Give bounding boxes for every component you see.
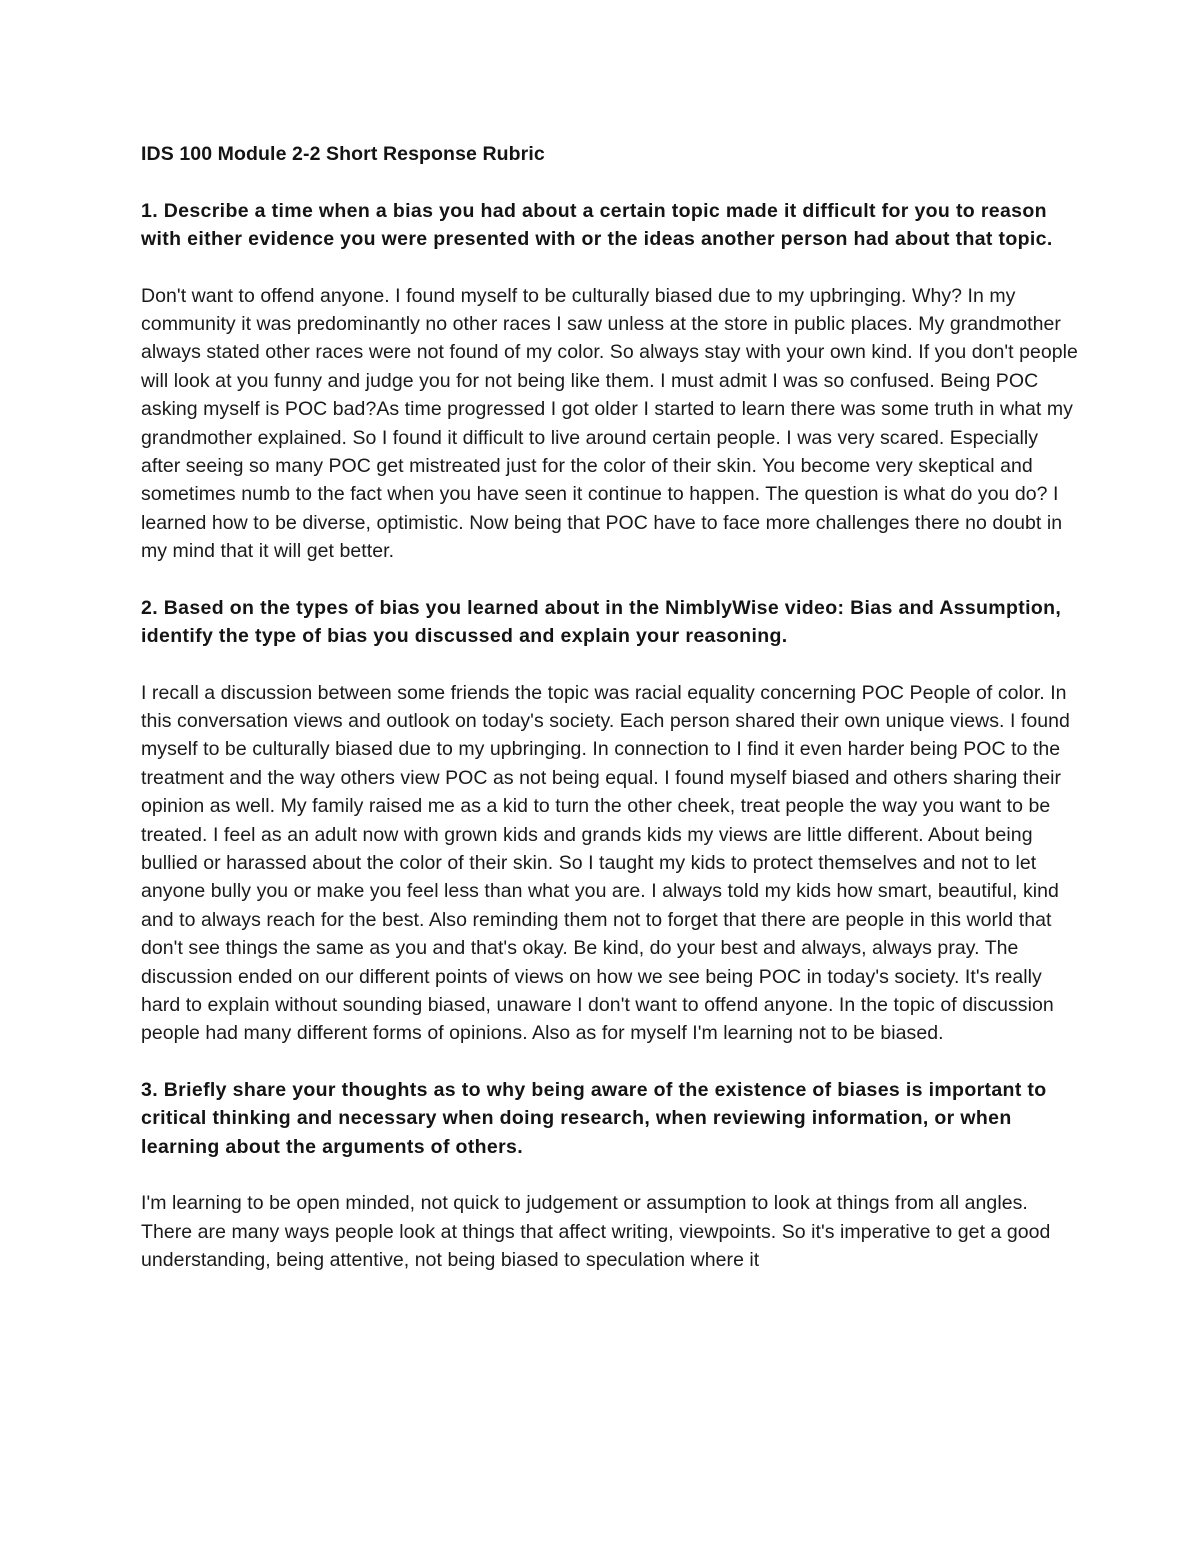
question-2-prompt: 2. Based on the types of bias you learned about in the NimblyWise video: Bias and Assumption, identify the type of bias you discussed and explain your reasoning.	[141, 596, 1062, 648]
spacer	[141, 169, 1081, 197]
question-2-answer: I recall a discussion between some friends the topic was racial equality concerning POC People of color. In this conversation views and outlook on today's society. Each person shared their own unique views. I found myself to be culturally biased due to my upbringing. In connection to I find it even harder being POC to the treatment and the way others view POC as not being equal. I found myself biased and others sharing their opinion as well. My family raised me as a kid to turn the other cheek, treat people the way you want to be treated. I feel as an adult now with grown kids and grands kids my views are little different. About being bullied or harassed about the color of their skin. So I taught my kids to protect themselves and not to let anyone bully you or make you feel less than what you are. I always told my kids how smart, beautiful, kind and to always reach for the best. Also reminding them not to forget that there are people in this world that don't see things the same as you and that's okay. Be kind, do your best and always, always pray. The discussion ended on our different points of views on how we see being POC in today's society. It's really hard to explain without sounding biased, unaware I don't want to offend anyone. In the topic of discussion people had many different forms of opinions. Also as for myself I'm learning not to be biased.	[141, 681, 1070, 1045]
question-3-prompt: 3. Briefly share your thoughts as to why being aware of the existence of biases is important to critical thinking and necessary when doing research, when reviewing information, or when learning about the arguments of others.	[141, 1078, 1047, 1158]
question-3-answer: I'm learning to be open minded, not quick to judgement or assumption to look at things from all angles. There are many ways people look at things that affect writing, viewpoints. So it's imperative to get a good understanding, being attentive, not being biased to speculation where it	[141, 1192, 1051, 1272]
question-1-prompt: 1. Describe a time when a bias you had about a certain topic made it difficult for you to reason with either evidence you were presented with or the ideas another person had about that topic.	[141, 199, 1053, 250]
document-body	[141, 140, 1081, 1275]
spacer	[141, 651, 1081, 679]
document-title: IDS 100 Module 2-2 Short Response Rubric	[141, 143, 545, 165]
spacer	[141, 1161, 1081, 1189]
question-1-answer: Don't want to offend anyone. I found myself to be culturally biased due to my upbringing. Why? In my community it was predominantly no other races I saw unless at the store in public places. My grandmother always stated other races were not found of my color. So always stay with your own kind. If you don't people will look at you funny and judge you for not being like them. I must admit I was so confused. Being POC asking myself is POC bad?As time progressed I got older I started to learn there was some truth in what my grandmother explained. So I found it difficult to live around certain people. I was very scared. Especially after seeing so many POC get mistreated just for the color of their skin. You become very skeptical and sometimes numb to the fact when you have seen it continue to happen. The question is what do you do? I learned how to be diverse, optimistic. Now being that POC have to face more challenges there no doubt in my mind that it will get better.	[141, 284, 1078, 563]
spacer	[141, 1048, 1081, 1076]
spacer	[141, 566, 1081, 594]
spacer	[141, 254, 1081, 282]
